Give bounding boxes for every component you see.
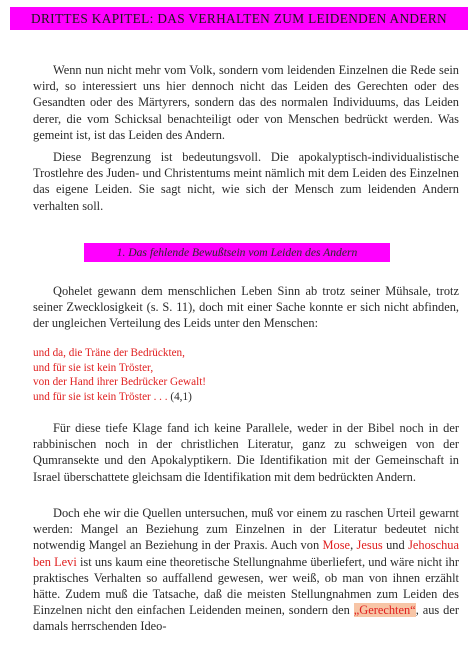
text-run: und <box>382 538 409 553</box>
text-run: , aus der damals herrschenden Ideo- <box>33 603 459 634</box>
quote-line: von der Hand ihrer Bedrücker Gewalt! <box>33 376 207 389</box>
name-mose: Mose <box>322 538 351 553</box>
quote-line: und für sie ist kein Tröster, <box>33 361 154 374</box>
paragraph-limitation: Diese Begrenzung ist bedeutungsvoll. Die apokalyptisch-individualistische Trostlehre des Juden- und Christentums meint nämlich mit dem Leiden des Einzelnen das eigene Leiden. Sie sagt nicht, wie sich der Mensch zum leidenden Andern verhalten soll. <box>33 150 459 213</box>
quote-line-last <box>33 390 459 405</box>
name-jesus: Jesus <box>356 538 383 553</box>
quote-line: und für sie ist kein Tröster . . . <box>33 390 168 403</box>
section-heading: 1. Das fehlende Bewußtsein vom Leiden des Andern <box>84 243 390 262</box>
paragraph-intro: Wenn nun nicht mehr vom Volk, sondern vom leidenden Einzelnen die Rede sein wird, so interessiert uns hier dennoch nicht das Leiden des Gerechten oder des Gesandten oder des Märtyrers, sondern das des normalen Individuums, das Leiden derer, die vom Schicksal benachteiligt oder von Menschen bedrückt werden. Was gemeint ist, ist das Leiden des Andern. <box>33 63 459 142</box>
quote-line: und da, die Träne der Bedrückten, <box>33 347 185 359</box>
chapter-title: DRITTES KAPITEL: DAS VERHALTEN ZUM LEIDENDEN ANDERN <box>10 7 468 30</box>
text-run: ist uns kaum eine theoretische Stellungnahme überliefert, und wäre nicht ihr praktisches Verhalten so auffallend gewesen, wer weiß, ob man von ihnen erzählt hätte. Zudem muß die Tatsache, daß die meisten Stellungnahmen zum Leiden des Einzelnen nicht den einfachen Leidenden meinen, sondern den <box>33 554 459 618</box>
paragraph-qohelet: Qohelet gewann dem menschlichen Leben Sinn ab trotz seiner Mühsale, trotz seiner Zwecklosigkeit (s. S. 11), doch mit einer Sache konnte er sich nicht abfinden, der ungleichen Verteilung des Leids unter den Menschen: <box>33 284 459 331</box>
quote-block <box>33 346 459 404</box>
paragraph-sources <box>33 505 459 635</box>
text-run: , <box>350 538 357 553</box>
name-jehoschua-ben-levi: Jehoschua ben Levi <box>33 538 459 569</box>
term-gerechten: „Gerechten“ <box>353 603 416 618</box>
text-run: Doch ehe wir die Quellen untersuchen, muß vor einem zu raschen Urteil gewarnt werden: Mangel an Beziehung zum Einzelnen in der Literatur bedeutet nicht notwendig Mangel an Beziehung in der Praxis. Auch von <box>33 506 459 553</box>
paragraph-parallels: Für diese tiefe Klage fand ich keine Parallele, weder in der Bibel noch in der rabbinischen noch in der christlichen Literatur, ganz zu schweigen von der Qumransekte und den Apokalyptikern. Die Identifikation mit der Gemeinschaft in Israel überschattete gleichsam die Identifikation mit dem bedrückten Andern. <box>33 421 459 484</box>
quote-reference: (4,1) <box>170 390 192 403</box>
